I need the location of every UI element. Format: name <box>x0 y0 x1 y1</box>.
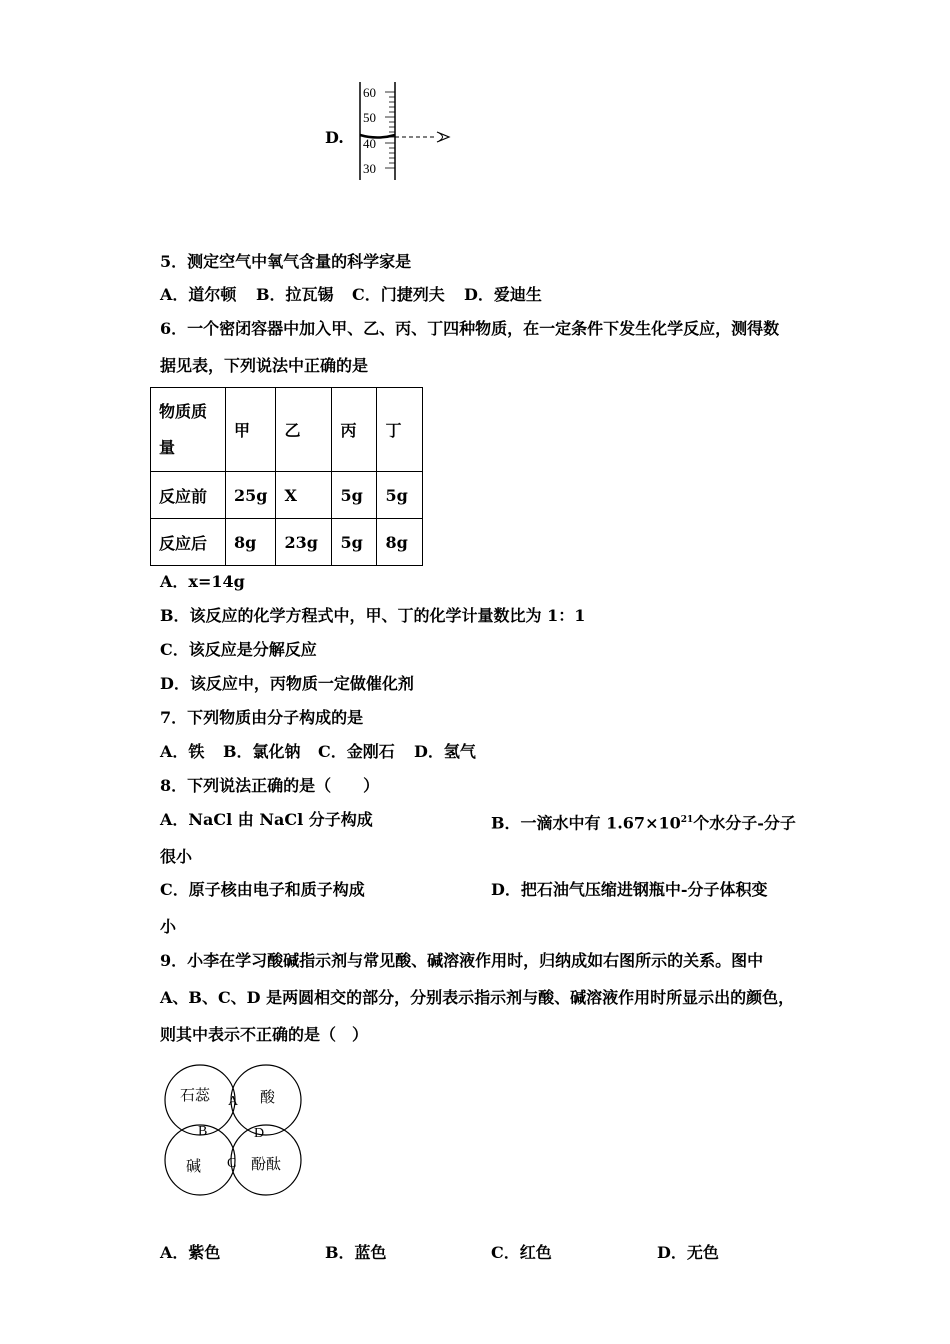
q9-option-a[interactable]: A．紫色 <box>160 1243 221 1262</box>
table-cell: 23g <box>276 519 332 566</box>
region-d: D <box>254 1126 265 1141</box>
q8-option-b-wrap: 很小 <box>160 847 193 866</box>
table-row-label-after: 反应后 <box>151 519 226 566</box>
q8-option-a[interactable]: A．NaCl 由 NaCl 分子构成 <box>160 810 373 829</box>
q7-option-a[interactable]: A．铁 <box>160 742 205 761</box>
graduated-cylinder-figure <box>325 80 465 190</box>
cylinder-tick-40: 40 <box>363 136 376 151</box>
q5-option-d[interactable]: D．爱迪生 <box>464 285 542 304</box>
q7-stem: 7．下列物质由分子构成的是 <box>160 708 364 727</box>
table-col-bing: 丙 <box>332 388 377 472</box>
label-phenolphthalein: 酚酞 <box>251 1157 282 1173</box>
q8-option-d-wrap: 小 <box>160 917 177 936</box>
table-cell: 5g <box>332 519 377 566</box>
q9-stem-line3: 则其中表示不正确的是（ ） <box>160 1025 369 1044</box>
region-a: A <box>228 1094 239 1109</box>
q6-option-a[interactable]: A．x=14g <box>160 572 245 591</box>
q7-option-d[interactable]: D．氢气 <box>414 742 476 761</box>
region-c: C <box>227 1156 237 1171</box>
table-cell: 5g <box>332 472 377 519</box>
q9-option-c[interactable]: C．红色 <box>491 1243 552 1262</box>
q5-option-a[interactable]: A．道尔顿 <box>160 285 237 304</box>
q6-option-d[interactable]: D．该反应中，丙物质一定做催化剂 <box>160 674 414 693</box>
table-col-jia: 甲 <box>226 388 276 472</box>
q8-option-d[interactable]: D．把石油气压缩进钢瓶中-分子体积变 <box>491 880 768 899</box>
q6-data-table <box>150 387 423 566</box>
q8-option-b[interactable]: B．一滴水中有 $1.67\times 10^{21}$个水分子-分子 <box>491 813 796 833</box>
q5-option-c[interactable]: C．门捷列夫 <box>352 285 445 304</box>
table-col-yi: 乙 <box>276 388 332 472</box>
q8-stem: 8．下列说法正确的是（ ） <box>160 776 380 795</box>
cylinder-tick-60: 60 <box>363 85 376 100</box>
q6-stem-line2: 据见表，下列说法中正确的是 <box>160 356 369 375</box>
table-cell: 5g <box>377 472 423 519</box>
table-cell: 25g <box>226 472 276 519</box>
label-acid: 酸 <box>260 1090 276 1106</box>
q5-stem: 5．测定空气中氧气含量的科学家是 <box>160 252 412 271</box>
table-col-ding: 丁 <box>377 388 423 472</box>
table-cell: 8g <box>226 519 276 566</box>
q8-option-c[interactable]: C．原子核由电子和质子构成 <box>160 880 365 899</box>
table-row-label-before: 反应前 <box>151 472 226 519</box>
q6-option-b[interactable]: B．该反应的化学方程式中，甲、丁的化学计量数比为 1：1 <box>160 606 586 625</box>
q6-option-c[interactable]: C．该反应是分解反应 <box>160 640 317 659</box>
q6-stem-line1: 6．一个密闭容器中加入甲、乙、丙、丁四种物质，在一定条件下发生化学反应，测得数 <box>160 319 780 338</box>
table-cell: X <box>276 472 332 519</box>
q5-option-b[interactable]: B．拉瓦锡 <box>256 285 334 304</box>
q9-stem-line2: A、B、C、D 是两圆相交的部分，分别表示指示剂与酸、碱溶液作用时所显示出的颜色， <box>160 988 795 1007</box>
q9-options <box>160 1243 719 1263</box>
q7-option-c[interactable]: C．金刚石 <box>318 742 395 761</box>
table-cell: 8g <box>377 519 423 566</box>
label-litmus: 石蕊 <box>180 1088 211 1104</box>
q5-options <box>160 285 542 305</box>
q4-option-d-label[interactable]: D. <box>325 128 344 147</box>
venn-diagram <box>158 1055 308 1205</box>
q7-option-b[interactable]: B．氯化钠 <box>223 742 301 761</box>
cylinder-tick-50: 50 <box>363 110 376 125</box>
label-base: 碱 <box>186 1159 202 1175</box>
cylinder-tick-30: 30 <box>363 161 376 176</box>
table-header-label: 物质质 量 <box>151 388 226 472</box>
q9-option-d[interactable]: D．无色 <box>657 1243 719 1262</box>
q7-options <box>160 742 476 762</box>
q9-option-b[interactable]: B．蓝色 <box>325 1243 387 1262</box>
region-b: B <box>198 1124 208 1139</box>
q9-stem-line1: 9．小李在学习酸碱指示剂与常见酸、碱溶液作用时，归纳成如右图所示的关系。图中 <box>160 951 764 970</box>
